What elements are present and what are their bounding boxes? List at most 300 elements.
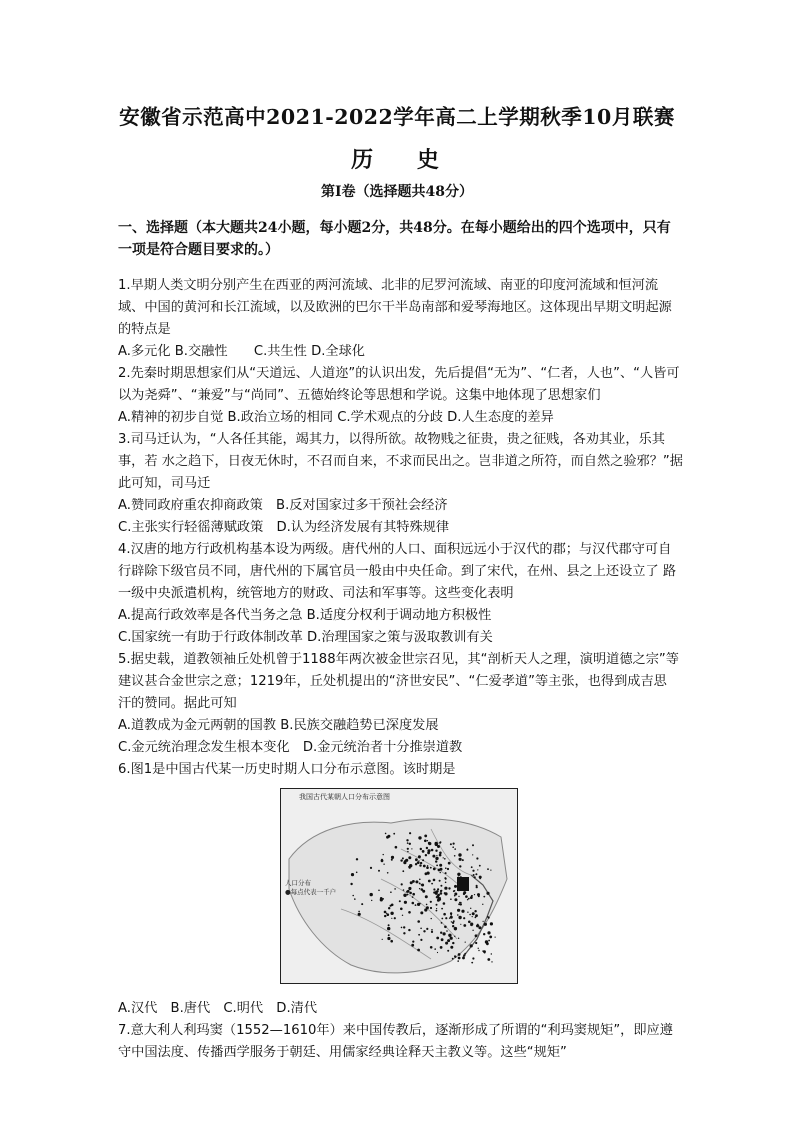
population-dot <box>472 844 474 846</box>
population-dot <box>482 904 483 905</box>
population-dot <box>484 923 487 926</box>
population-dot <box>453 843 455 845</box>
population-dot <box>419 903 420 904</box>
population-dot <box>443 902 446 905</box>
population-dot <box>403 889 405 891</box>
population-dot <box>371 900 372 901</box>
population-dot <box>479 865 481 867</box>
population-dot <box>394 888 396 890</box>
population-dot <box>488 940 490 942</box>
population-dot <box>457 960 459 962</box>
population-dot <box>405 859 408 862</box>
population-dot <box>454 936 455 937</box>
population-dot <box>430 867 432 869</box>
population-dot <box>472 912 475 915</box>
population-dot <box>447 950 449 952</box>
population-dot <box>490 870 491 871</box>
question-5-stem: 5.据史载，道教领袖丘处机曾于1188年两次被金世宗召见，其“剖析天人之理，演明道德之宗”等 建议甚合金世宗之意；1219年，丘处机提出的“济世安民”、“仁爱孝道”等主张，也得到成吉思 汗的赞同。据此可知 <box>118 652 679 711</box>
population-dot <box>450 937 453 940</box>
population-dot <box>387 937 390 940</box>
population-dot <box>471 866 473 868</box>
population-dot <box>465 895 468 898</box>
map-legend-line1: 人口分布 <box>285 879 311 887</box>
population-dot <box>426 904 428 906</box>
population-dot <box>447 939 450 942</box>
population-dot <box>395 846 398 849</box>
population-dot <box>445 867 447 869</box>
population-dot <box>436 855 437 856</box>
population-dot <box>484 952 485 953</box>
population-dot <box>444 926 447 929</box>
population-dot <box>438 894 440 896</box>
population-dot <box>411 944 414 947</box>
question-7-stem: 7.意大利人利玛窦（1552—1610年）来中国传教后，逐渐形成了所谓的“利玛窦规矩”，即应遵守中国法度、传播西学服务于朝廷、用儒家经典诠释天主教义等。这些“规矩” <box>118 1023 673 1060</box>
population-dot <box>433 868 436 871</box>
population-dot <box>455 929 456 930</box>
population-dot <box>446 930 448 932</box>
population-dot <box>431 883 433 885</box>
population-dot <box>431 918 432 919</box>
population-dot <box>441 890 443 892</box>
question-5-options-ab: A.道教成为金元两朝的国教 B.民族交融趋势已深度发展 <box>118 718 439 733</box>
population-dot <box>469 914 471 916</box>
population-dot <box>408 929 410 931</box>
population-dot <box>468 921 471 924</box>
population-dot <box>390 912 393 915</box>
population-dot <box>437 845 440 848</box>
population-dot <box>361 903 363 905</box>
population-dot <box>424 840 427 843</box>
population-dot <box>402 915 403 916</box>
population-dot <box>384 915 386 917</box>
population-map-drawing <box>281 789 517 983</box>
population-dot <box>472 854 473 855</box>
population-dot <box>421 884 422 885</box>
population-dot <box>384 911 387 914</box>
population-dot <box>432 855 435 858</box>
population-dot <box>476 885 478 887</box>
population-dot <box>408 887 411 890</box>
population-dot <box>420 848 422 850</box>
population-dot <box>440 946 443 949</box>
population-dot <box>354 898 356 900</box>
population-dot <box>412 902 415 905</box>
population-dot <box>476 924 479 927</box>
population-dot <box>452 922 454 924</box>
population-dot <box>457 873 460 876</box>
population-dot <box>445 917 447 919</box>
population-dot <box>420 911 423 914</box>
question-4-options-ab: A.提高行政效率是各代当务之急 B.适度分权利于调动地方积极性 <box>118 608 492 623</box>
population-dot <box>473 874 475 876</box>
population-dot <box>448 934 451 937</box>
population-dot <box>441 908 443 910</box>
population-dot <box>406 839 408 841</box>
population-dot <box>418 860 419 861</box>
population-dot <box>436 865 438 867</box>
population-dot <box>407 848 409 850</box>
population-dot <box>467 912 468 913</box>
population-dot <box>410 881 413 884</box>
population-dot <box>435 857 438 860</box>
population-dot <box>419 888 420 889</box>
population-dot <box>472 957 474 959</box>
population-dot <box>423 865 426 868</box>
population-dot <box>411 848 412 849</box>
population-dot <box>454 895 456 897</box>
subject-heading: 历 史 <box>351 147 457 173</box>
question-6-stem: 6.图1是中国古代某一历史时期人口分布示意图。该时期是 <box>118 762 456 777</box>
population-dot <box>426 928 428 930</box>
population-dot <box>436 937 439 940</box>
population-dot <box>439 842 441 844</box>
population-dot <box>451 921 452 922</box>
population-dot <box>445 882 447 884</box>
population-dot <box>407 842 409 844</box>
population-dot <box>407 851 408 852</box>
population-dot <box>472 930 473 931</box>
population-dot <box>458 903 460 905</box>
population-dot <box>463 924 466 927</box>
population-dot <box>426 847 428 849</box>
population-dot <box>443 932 446 935</box>
population-dot <box>439 852 442 855</box>
population-dot <box>434 948 436 950</box>
population-dot <box>409 832 411 834</box>
exam-body <box>118 203 683 1064</box>
population-dot <box>402 857 404 859</box>
population-dot <box>458 938 459 939</box>
population-dot <box>435 850 437 852</box>
population-dot <box>475 873 477 875</box>
population-dot <box>407 890 410 893</box>
population-dot <box>454 855 456 857</box>
population-dot <box>483 933 485 935</box>
population-dot <box>358 913 361 916</box>
population-dot <box>478 948 479 949</box>
population-dot <box>474 876 476 878</box>
population-dot <box>403 894 406 897</box>
population-dot <box>351 873 354 876</box>
question-4-options-cd: C.国家统一有助于行政体制改革 D.治理国家之策与汲取教训有关 <box>118 630 493 645</box>
population-dot <box>391 856 394 859</box>
population-dot <box>436 910 438 912</box>
population-dot <box>436 908 437 909</box>
question-3-options-ab: A.赞同政府重农抑商政策 B.反对国家过多干预社会经济 <box>118 498 448 513</box>
population-dot <box>454 898 457 901</box>
population-dot <box>419 879 421 881</box>
volume-heading: 第I卷（选择题共48分） <box>320 184 474 200</box>
population-dot <box>370 893 373 896</box>
population-dot <box>422 850 425 853</box>
population-dot <box>459 858 462 861</box>
population-dot <box>415 880 418 883</box>
population-dot <box>382 898 384 900</box>
population-dot <box>468 898 470 900</box>
population-dot <box>415 863 417 865</box>
population-dot <box>477 869 478 870</box>
population-dot <box>390 891 392 893</box>
population-dot <box>457 914 459 916</box>
population-dot <box>445 942 448 945</box>
population-dot <box>454 848 456 850</box>
population-dot <box>383 854 384 855</box>
population-dot <box>400 908 403 911</box>
population-dot <box>430 946 433 949</box>
population-dot <box>463 891 466 894</box>
question-6-options: A.汉代 B.唐代 C.明代 D.清代 <box>118 1001 318 1016</box>
population-dot <box>471 962 473 964</box>
population-dot <box>472 916 473 917</box>
population-dot <box>404 901 407 904</box>
population-dot <box>431 929 433 931</box>
population-dot <box>385 833 387 835</box>
population-dot <box>418 934 420 936</box>
population-dot <box>390 940 393 943</box>
population-dot <box>458 916 461 919</box>
population-dot <box>408 866 410 868</box>
population-dot <box>444 893 445 894</box>
population-map <box>280 788 518 984</box>
population-dot <box>448 887 450 889</box>
population-dot <box>415 858 418 861</box>
population-dot <box>458 957 461 960</box>
population-dot <box>430 901 432 903</box>
population-dot <box>483 921 484 922</box>
population-dot <box>464 953 466 955</box>
population-dot <box>393 833 395 835</box>
population-dot <box>470 908 471 909</box>
population-dot <box>418 862 419 863</box>
population-dot <box>491 961 492 962</box>
population-dot <box>452 925 454 927</box>
population-dot <box>408 911 411 914</box>
population-dot <box>470 896 473 899</box>
population-dot <box>391 904 394 907</box>
population-dot <box>438 869 441 872</box>
population-dot <box>447 868 449 870</box>
population-dot <box>440 872 441 873</box>
population-dot <box>441 918 443 920</box>
population-dot <box>450 914 452 916</box>
population-dot <box>454 885 457 888</box>
population-dot <box>475 917 477 919</box>
population-dot <box>425 872 428 875</box>
population-dot <box>486 892 489 895</box>
population-dot <box>460 924 461 925</box>
population-dot <box>433 888 435 890</box>
population-dot <box>387 927 390 930</box>
population-dot <box>463 917 465 919</box>
population-dot <box>412 941 414 943</box>
population-dot <box>486 942 489 945</box>
question-4-stem: 4.汉唐的地方行政机构基本设为两级。唐代州的人口、面积远远小于汉代的郡；与汉代郡守可自行辟除下级官员不同，唐代州的下属官员一般由中央任命。到了宋代，在州、县之上还设立了 路一级中央派遣机构，统管地方的财政、司法和军事等。这些变化表明 <box>118 542 677 601</box>
population-dot <box>378 890 380 892</box>
population-dot <box>381 859 384 862</box>
population-dot <box>428 842 431 845</box>
population-dot <box>388 934 390 936</box>
population-dot <box>470 923 473 926</box>
population-dot <box>461 910 464 913</box>
population-dot <box>403 926 405 928</box>
population-dot <box>427 849 430 852</box>
population-dot <box>475 942 477 944</box>
population-dot <box>491 953 492 954</box>
population-dot <box>352 895 354 897</box>
population-dot <box>420 939 422 941</box>
population-dot <box>382 939 383 940</box>
population-dot <box>387 835 390 838</box>
population-dot <box>430 907 432 909</box>
question-2-options: A.精神的初步自觉 B.政治立场的相同 C.学术观点的分歧 D.人生态度的差异 <box>118 410 554 425</box>
population-dot <box>483 896 485 898</box>
population-dot <box>418 855 421 858</box>
population-dot <box>478 926 481 929</box>
population-dot <box>408 856 411 859</box>
population-dot <box>479 878 481 880</box>
population-dot <box>445 878 447 880</box>
population-dot <box>458 853 461 856</box>
population-dot <box>370 867 372 869</box>
population-dot <box>443 913 446 916</box>
population-dot <box>490 922 493 925</box>
population-dot <box>412 896 414 898</box>
population-dot <box>450 916 453 919</box>
population-dot <box>487 931 490 934</box>
population-dot <box>475 934 478 937</box>
population-dot <box>435 892 438 895</box>
map-title: 我国古代某朝人口分布示意图 <box>299 793 390 801</box>
population-dot <box>482 950 484 952</box>
population-dot <box>441 922 443 924</box>
population-dot <box>358 911 360 913</box>
question-5-options-cd: C.金元统治理念发生根本变化 D.金元统治者十分推崇道教 <box>118 740 463 755</box>
figure-1 <box>118 788 683 994</box>
population-dot <box>383 864 384 865</box>
population-dot <box>440 892 443 895</box>
population-dot <box>391 918 392 919</box>
population-dot <box>409 892 412 895</box>
population-dot <box>417 920 420 923</box>
population-dot <box>462 957 465 960</box>
population-dot <box>417 949 420 952</box>
population-dot <box>458 896 459 897</box>
question-3-options-cd: C.主张实行轻徭薄赋政策 D.认为经济发展有其特殊规律 <box>118 520 450 535</box>
population-dot <box>436 897 437 898</box>
population-dot <box>356 858 358 860</box>
population-dot <box>452 942 454 944</box>
population-dot <box>388 924 390 926</box>
population-dot <box>399 900 401 902</box>
population-dot <box>388 907 390 909</box>
population-dot <box>452 958 454 960</box>
population-dot <box>425 854 427 856</box>
population-dot <box>378 870 380 872</box>
population-dot <box>422 890 425 893</box>
population-dot <box>478 895 480 897</box>
population-dot <box>476 857 478 859</box>
population-dot <box>465 942 466 943</box>
population-dot <box>487 868 489 870</box>
population-dot <box>419 864 421 866</box>
population-dot <box>409 843 411 845</box>
population-dot <box>443 857 444 858</box>
population-dot <box>435 860 437 862</box>
population-dot <box>394 917 396 919</box>
population-dot <box>428 880 431 883</box>
population-dot <box>445 872 447 874</box>
population-dot <box>420 928 422 930</box>
population-dot <box>402 870 404 872</box>
population-dot <box>419 883 421 885</box>
population-dot <box>424 908 427 911</box>
population-dot <box>470 944 473 947</box>
population-dot <box>450 898 452 900</box>
population-dot <box>418 836 421 839</box>
question-1-stem: 1.早期人类文明分别产生在西亚的两河流域、北非的尼罗河流域、南亚的印度河流域和恒河流域、中国的黄河和长江流域，以及欧洲的巴尔干半岛南部和爱琴海地区。这体现出早期文明起源的特点是 <box>118 278 672 337</box>
population-dot <box>435 842 438 845</box>
section-heading: 一、选择题（本大题共24小题，每小题2分，共48分。在每小题给出的四个选项中，只有一项是符合题目要求的。） <box>118 220 671 258</box>
exam-title: 安徽省示范高中2021-2022学年高二上学期秋季10月联赛 <box>119 105 675 129</box>
population-dot <box>439 854 442 857</box>
population-dot <box>459 902 460 903</box>
population-dot <box>439 864 442 867</box>
population-dot <box>424 835 427 838</box>
population-dot <box>431 849 434 852</box>
population-dot <box>458 953 461 956</box>
population-dot <box>457 909 460 912</box>
population-dot <box>422 859 424 861</box>
population-dot <box>427 865 428 866</box>
question-3-stem: 3.司马迁认为，“人各任其能，竭其力，以得所欲。故物贱之征贵，贵之征贱，各劝其业，乐其事，若 水之趋下，日夜无休时，不召而自来，不求而民出之。岂非道之所符，而自然之验邪？”据此可知，司马迁 <box>118 432 683 491</box>
population-dot <box>487 958 490 961</box>
population-dot <box>350 883 352 885</box>
question-2-stem: 2.先秦时期思想家们从“天道远、人道迩”的认识出发，先后提倡“无为”、“仁者，人也”、“人皆可以为尧舜”、“兼爱”与“尚同”、五德始终论等思想和学说。这集中地体现了思想家们 <box>118 366 680 403</box>
population-dot <box>439 897 441 899</box>
population-dot <box>401 883 403 885</box>
population-dot <box>489 936 492 939</box>
population-dot <box>441 938 444 941</box>
population-dot <box>440 932 442 934</box>
population-dot <box>450 843 452 845</box>
population-dot <box>437 952 438 953</box>
population-dot <box>423 930 425 932</box>
population-dot <box>467 899 468 900</box>
population-dot <box>420 862 422 864</box>
population-dot <box>439 880 441 882</box>
question-1-options: A.多元化 B.交融性 C.共生性 D.全球化 <box>118 344 365 359</box>
population-dot <box>427 840 428 841</box>
population-dot <box>478 950 479 951</box>
population-dot <box>436 904 438 906</box>
population-dot <box>487 916 489 918</box>
map-legend-line2: ●每点代表一千户 <box>285 888 337 896</box>
population-dot <box>403 932 405 934</box>
population-dot <box>474 894 475 895</box>
population-dot <box>462 859 464 861</box>
population-dot <box>426 866 429 869</box>
population-dot <box>450 946 453 949</box>
population-dot <box>454 890 456 892</box>
population-dot <box>459 865 461 867</box>
population-dot <box>452 846 454 848</box>
population-dot <box>387 913 390 916</box>
population-dot <box>433 879 436 882</box>
population-dot <box>356 872 358 874</box>
population-dot <box>466 849 468 851</box>
population-dot <box>412 893 415 896</box>
population-dot <box>431 931 433 933</box>
